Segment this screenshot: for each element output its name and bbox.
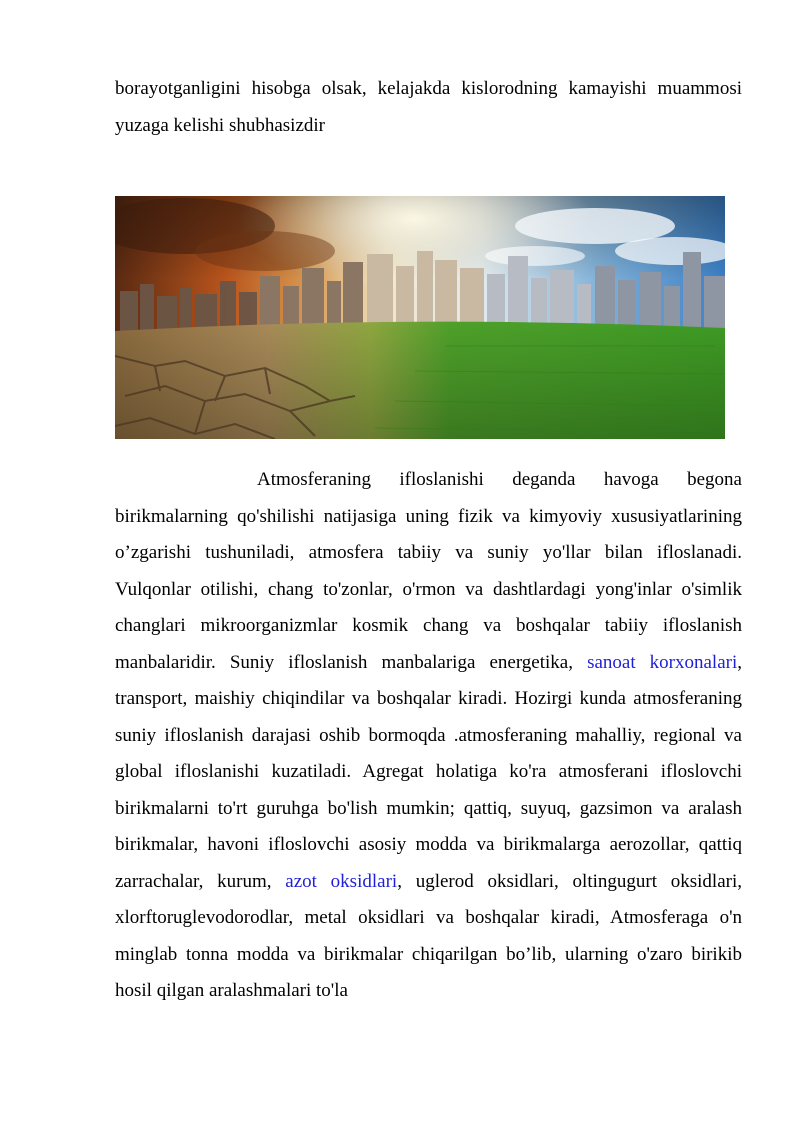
climate-contrast-image <box>115 196 725 439</box>
paragraph-top <box>115 71 742 144</box>
link-sanoat-korxonalari[interactable]: sanoat korxonalari <box>587 651 738 673</box>
paragraph-main-part3: , uglerod oksidlari, oltingugurt oksidlari, xlorftoruglevodorodlar, metal oksidlari va boshqalar kiradi, Atmosferaga o'n minglab tonna modda va birikmalar chiqarilgan bo’lib, ularning o'zaro birikib hosil qilgan aralashmalari to'la <box>115 870 742 1001</box>
paragraph-top-text: borayotganligini hisobga olsak, kelajakda kislorodning kamayishi muammosi yuzaga kelishi shubhasizdir <box>115 78 742 136</box>
climate-contrast-illustration <box>115 196 725 439</box>
paragraph-main-part2: , transport, maishiy chiqindilar va boshqalar kiradi. Hozirgi kunda atmosferaning suniy ifloslanish darajasi oshib bormoqda .atmosferaning mahalliy, regional va global ifloslanishi kuzatiladi. Agregat holatiga ko'ra atmosferani ifloslovchi birikmalarni to'rt guruhga bo'lish mumkin; qattiq, suyuq, gazsimon va aralash birikmalar, havoni ifloslovchi asosiy modda va birikmalarga aerozollar, qattiq zarrachalar, kurum, <box>115 651 742 892</box>
paragraph-main-part1: Atmosferaning ifloslanishi deganda havoga begona birikmalarning qo'shilishi natijasiga uning fizik va kimyoviy xususiyatlarining o’zgarishi tushuniladi, atmosfera tabiiy va suniy yo'llar bilan ifloslanadi. Vulqonlar otilishi, chang to'zonlar, o'rmon va dashtlardagi yong'inlar o'simlik changlari mikroorganizmlar kosmik chang va boshqalar tabiiy ifloslanish manbalaridir. Suniy ifloslanish manbalariga energetika, <box>115 469 742 673</box>
link-azot-oksidlari[interactable]: azot oksidlari <box>285 870 398 892</box>
paragraph-main <box>115 462 742 1010</box>
